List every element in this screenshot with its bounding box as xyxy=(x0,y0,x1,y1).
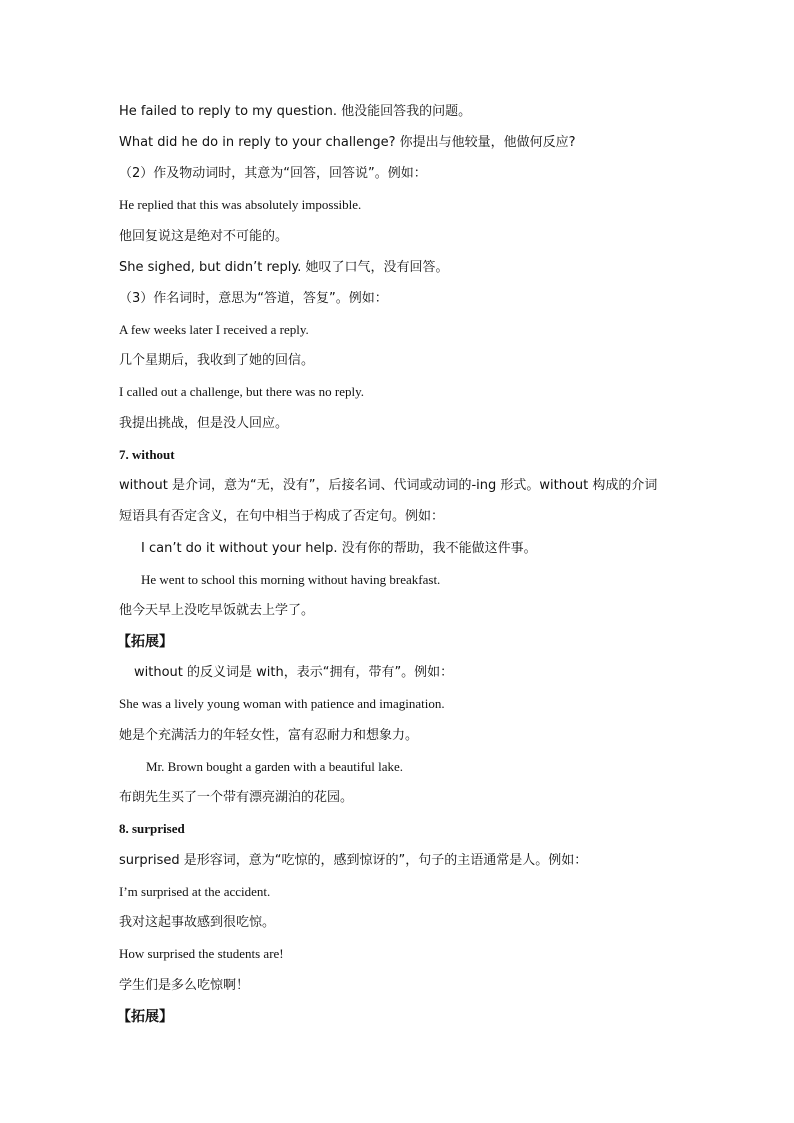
text-line: He failed to reply to my question. 他没能回答我的问题。 xyxy=(119,104,472,119)
text-line: She sighed, but didn’t reply. 她叹了口气，没有回答。 xyxy=(119,260,449,275)
section-heading: 7. without xyxy=(119,447,175,462)
text-line: 学生们是多么吃惊啊！ xyxy=(119,978,250,993)
extension-heading: 【拓展】 xyxy=(117,634,173,650)
text-line: surprised 是形容词，意为“吃惊的，感到惊讶的”，句子的主语通常是人。例如： xyxy=(119,853,588,868)
text-line: 我对这起事故感到很吃惊。 xyxy=(119,915,276,930)
text-line: 他回复说这是绝对不可能的。 xyxy=(119,229,289,244)
example-line: Mr. Brown bought a garden with a beautiful lake. xyxy=(146,759,404,774)
text-line: A few weeks later I received a reply. xyxy=(119,322,309,337)
text-line: 他今天早上没吃早饭就去上学了。 xyxy=(119,603,315,618)
section-heading: 8. surprised xyxy=(119,821,185,836)
text-line: How surprised the students are! xyxy=(119,946,284,961)
text-line: 她是个充满活力的年轻女性，富有忍耐力和想象力。 xyxy=(119,728,419,743)
text-line: 几个星期后，我收到了她的回信。 xyxy=(119,353,315,368)
extension-heading: 【拓展】 xyxy=(117,1009,173,1025)
text-line: I’m surprised at the accident. xyxy=(119,884,271,899)
text-line: What did he do in reply to your challenge? 你提出与他较量，他做何反应? xyxy=(119,135,576,150)
text-line: He replied that this was absolutely impossible. xyxy=(119,197,362,212)
text-line: She was a lively young woman with patience and imagination. xyxy=(119,696,445,711)
text-line: （2）作及物动词时，其意为“回答，回答说”。例如： xyxy=(119,166,427,181)
text-line: 我提出挑战，但是没人回应。 xyxy=(119,416,289,431)
text-line: I called out a challenge, but there was no reply. xyxy=(119,384,364,399)
text-line: without 的反义词是 with，表示“拥有，带有”。例如： xyxy=(134,665,454,680)
text-line: 布朗先生买了一个带有漂亮湖泊的花园。 xyxy=(119,790,354,805)
example-line: I can’t do it without your help. 没有你的帮助，我不能做这件事。 xyxy=(141,541,537,556)
text-line: 短语具有否定含义，在句中相当于构成了否定句。例如： xyxy=(119,509,445,524)
text-line: （3）作名词时，意思为“答道，答复”。例如： xyxy=(119,291,388,306)
example-line: He went to school this morning without having breakfast. xyxy=(141,572,441,587)
text-line: without 是介词，意为“无，没有”，后接名词、代词或动词的-ing 形式。without 构成的介词 xyxy=(119,478,658,493)
